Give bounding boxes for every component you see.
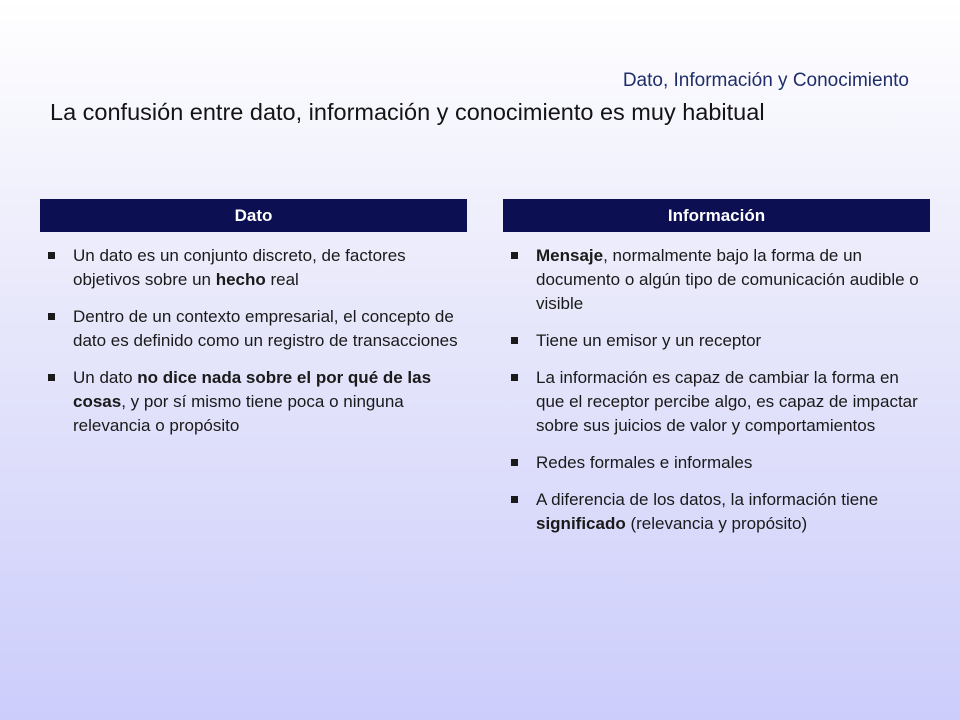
section-label: Dato, Información y Conocimiento	[622, 70, 909, 91]
bullet-text: Un dato	[73, 368, 138, 387]
bold-text: significado	[536, 514, 626, 533]
bullet-text: , y por sí mismo tiene poca o ninguna relevancia o propósito	[73, 392, 404, 435]
bold-text: Mensaje	[536, 246, 604, 265]
square-bullet-icon	[511, 374, 518, 381]
bullet-text: A diferencia de los datos, la información tiene	[536, 490, 879, 509]
square-bullet-icon	[511, 459, 518, 466]
bullet-item	[503, 329, 930, 353]
bullet-text: , normalmente bajo la forma de un documento o algún tipo de comunicación audible o visible	[536, 246, 919, 313]
bullet-text: Redes formales e informales	[536, 453, 753, 472]
square-bullet-icon	[511, 496, 518, 503]
column-dato	[40, 199, 467, 451]
square-bullet-icon	[48, 374, 55, 381]
square-bullet-icon	[48, 252, 55, 259]
bullet-text: (relevancia y propósito)	[625, 514, 808, 533]
bullet-list-dato	[40, 244, 467, 438]
bullet-item	[40, 244, 467, 292]
square-bullet-icon	[511, 337, 518, 344]
bullet-text: Tiene un emisor y un receptor	[536, 331, 762, 350]
square-bullet-icon	[48, 313, 55, 320]
bullet-text: Un dato es un conjunto discreto, de factores objetivos sobre un	[73, 246, 406, 289]
bullet-list-informacion	[503, 244, 930, 536]
bullet-item	[503, 451, 930, 475]
bullet-text: La información es capaz de cambiar la forma en que el receptor percibe algo, es capaz de impactar sobre sus juicios de valor y comportamientos	[536, 368, 918, 435]
column-header-informacion: Información	[503, 199, 930, 232]
bullet-item	[40, 366, 467, 438]
column-header-dato: Dato	[40, 199, 467, 232]
slide-title: La confusión entre dato, información y conocimiento es muy habitual	[50, 99, 765, 125]
bullet-text: Dentro de un contexto empresarial, el concepto de dato es definido como un registro de transacciones	[73, 307, 458, 350]
bold-text: no dice nada sobre el por qué de las cosas	[73, 368, 432, 411]
bullet-item	[503, 488, 930, 536]
bullet-item	[40, 305, 467, 353]
column-informacion	[503, 199, 930, 549]
bullet-item	[503, 366, 930, 438]
bullet-text: real	[265, 270, 299, 289]
bold-text: hecho	[215, 270, 266, 289]
bullet-item	[503, 244, 930, 316]
square-bullet-icon	[511, 252, 518, 259]
